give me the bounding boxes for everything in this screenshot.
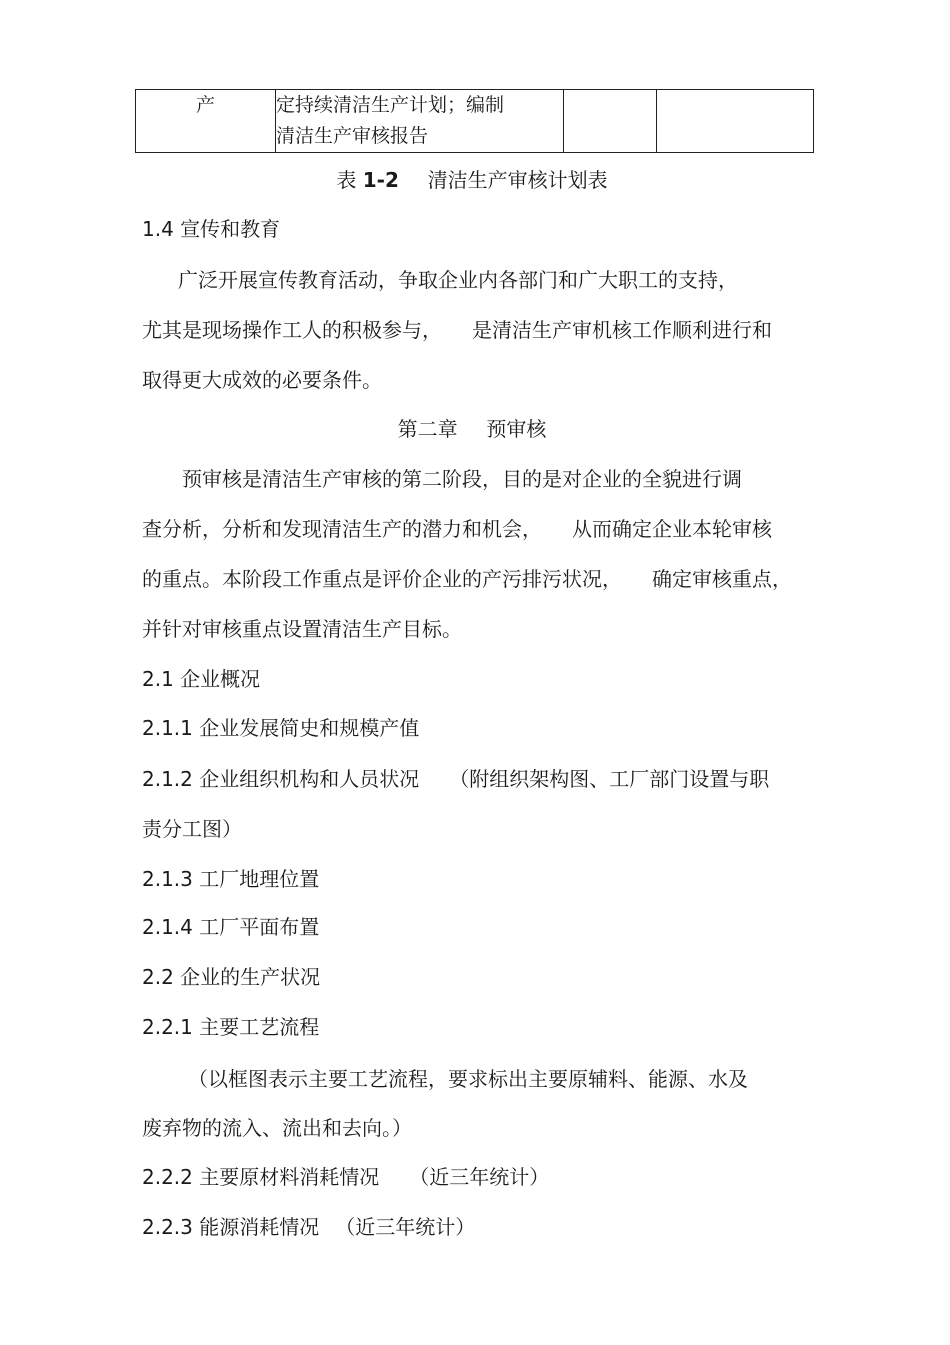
table-cell-content-line1: 定持续清洁生产计划；编制	[276, 94, 505, 116]
para1-line1: 广泛开展宣传教育活动，争取企业内各部门和广大职工的支持，	[178, 268, 738, 292]
para2-line3	[142, 565, 792, 593]
table-row	[136, 90, 814, 153]
table-cell-stage: 产	[136, 90, 276, 153]
section-2-1-4-heading: 2.1.4 工厂平面布置	[142, 915, 320, 939]
section-2-1-2-note: （附组织架构图、工厂部门设置与职	[449, 767, 770, 791]
section-2-1-2-title: 2.1.2 企业组织机构和人员状况	[142, 767, 420, 791]
section-1-4-heading: 1.4 宣传和教育	[142, 217, 281, 241]
para1-line2b: 是清洁生产审机核工作顺利进行和	[472, 318, 772, 342]
para2-line2a: 查分析，分析和发现清洁生产的潜力和机会，	[142, 517, 542, 541]
chapter-number: 第二章	[397, 417, 458, 441]
section-2-1-3-heading: 2.1.3 工厂地理位置	[142, 867, 320, 891]
section-2-2-2-heading	[142, 1163, 549, 1191]
para2-line2b: 从而确定企业本轮审核	[572, 517, 772, 541]
section-2-2-3-heading	[142, 1213, 475, 1241]
para1-line2a: 尤其是现场操作工人的积极参与，	[142, 318, 442, 342]
para3-line2: 废弃物的流入、流出和去向。）	[142, 1116, 412, 1140]
para2-line2	[142, 515, 772, 543]
para1-line3: 取得更大成效的必要条件。	[142, 368, 382, 392]
table-cell-empty-1	[564, 90, 657, 153]
para1-line2	[142, 316, 772, 344]
para3-line1: （以框图表示主要工艺流程，要求标出主要原辅料、能源、水及	[188, 1067, 748, 1091]
caption-number: 1-2	[362, 168, 399, 192]
section-2-2-2-note: （近三年统计）	[409, 1165, 550, 1189]
section-2-1-2-line1	[142, 765, 769, 793]
para2-line3b: 确定审核重点，	[652, 567, 792, 591]
para2-line3a: 的重点。本阶段工作重点是评价企业的产污排污状况，	[142, 567, 622, 591]
section-2-1-1-heading: 2.1.1 企业发展简史和规模产值	[142, 716, 420, 740]
section-2-2-2-title: 2.2.2 主要原材料消耗情况	[142, 1165, 380, 1189]
section-2-1-heading: 2.1 企业概况	[142, 667, 261, 691]
section-2-2-heading: 2.2 企业的生产状况	[142, 965, 321, 989]
section-2-1-2-line2: 责分工图）	[142, 817, 242, 841]
table-caption	[142, 166, 802, 194]
section-2-2-1-heading: 2.2.1 主要工艺流程	[142, 1015, 320, 1039]
audit-plan-table-fragment	[135, 89, 814, 153]
section-2-2-3-note: （近三年统计）	[335, 1215, 476, 1239]
chapter-2-heading	[142, 415, 802, 443]
para2-line4: 并针对审核重点设置清洁生产目标。	[142, 617, 462, 641]
section-2-2-3-title: 2.2.3 能源消耗情况	[142, 1215, 320, 1239]
para2-line1: 预审核是清洁生产审核的第二阶段，目的是对企业的全貌进行调	[182, 467, 742, 491]
table-cell-content	[276, 90, 564, 153]
table-cell-empty-2	[657, 90, 814, 153]
table-cell-content-line2: 清洁生产审核报告	[276, 125, 429, 147]
caption-title: 清洁生产审核计划表	[427, 168, 608, 192]
chapter-title: 预审核	[486, 417, 547, 441]
caption-prefix: 表	[336, 168, 357, 192]
